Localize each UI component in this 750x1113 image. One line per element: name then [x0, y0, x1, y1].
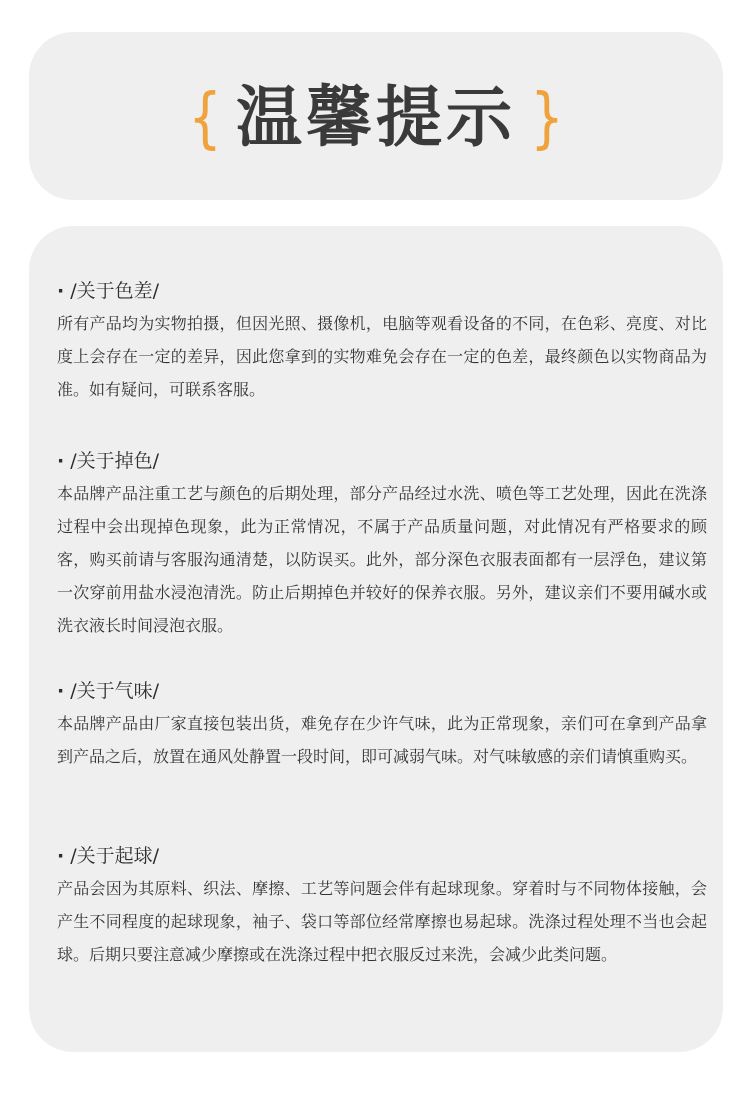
section-color-difference [57, 278, 707, 406]
section-heading [57, 448, 707, 474]
page-title: 温馨提示 [236, 79, 516, 156]
heading-text: /关于气味/ [70, 680, 160, 702]
section-heading [57, 678, 707, 704]
bullet-dot: · [57, 280, 65, 302]
title-wrap [184, 79, 568, 156]
title-card [29, 32, 723, 200]
section-body: 本品牌产品注重工艺与颜色的后期处理，部分产品经过水洗、喷色等工艺处理，因此在洗涤过程中会出现掉色现象，此为正常情况，不属于产品质量问题，对此情况有严格要求的顾客，购买前请与客服沟通清楚，以防误买。此外，部分深色衣服表面都有一层浮色，建议第一次穿前用盐水浸泡清洗。防止后期掉色并较好的保养衣服。另外，建议亲们不要用碱水或洗衣液长时间浸泡衣服。 [57, 484, 707, 635]
content-card [29, 226, 723, 1052]
section-body: 产品会因为其原料、织法、摩擦、工艺等问题会伴有起球现象。穿着时与不同物体接触，会产生不同程度的起球现象，袖子、袋口等部位经常摩擦也易起球。洗涤过程处理不当也会起球。后期只要注意减少摩擦或在洗涤过程中把衣服反过来洗，会减少此类问题。 [57, 879, 707, 964]
right-brace: } [530, 79, 564, 156]
heading-text: /关于起球/ [70, 845, 160, 867]
bullet-dot: · [57, 845, 65, 867]
section-odor [57, 678, 707, 773]
section-body: 所有产品均为实物拍摄，但因光照、摄像机，电脑等观看设备的不同，在色彩、亮度、对比度上会存在一定的差异，因此您拿到的实物难免会存在一定的色差，最终颜色以实物商品为准。如有疑问，可联系客服。 [57, 314, 707, 399]
section-heading [57, 843, 707, 869]
left-brace: { [188, 79, 222, 156]
heading-text: /关于色差/ [70, 280, 160, 302]
heading-text: /关于掉色/ [70, 450, 160, 472]
section-pilling [57, 843, 707, 971]
bullet-dot: · [57, 680, 65, 702]
bullet-dot: · [57, 450, 65, 472]
section-fading [57, 448, 707, 642]
section-heading [57, 278, 707, 304]
section-body: 本品牌产品由厂家直接包装出货，难免存在少许气味，此为正常现象，亲们可在拿到产品拿到产品之后，放置在通风处静置一段时间，即可减弱气味。对气味敏感的亲们请慎重购买。 [57, 714, 707, 766]
